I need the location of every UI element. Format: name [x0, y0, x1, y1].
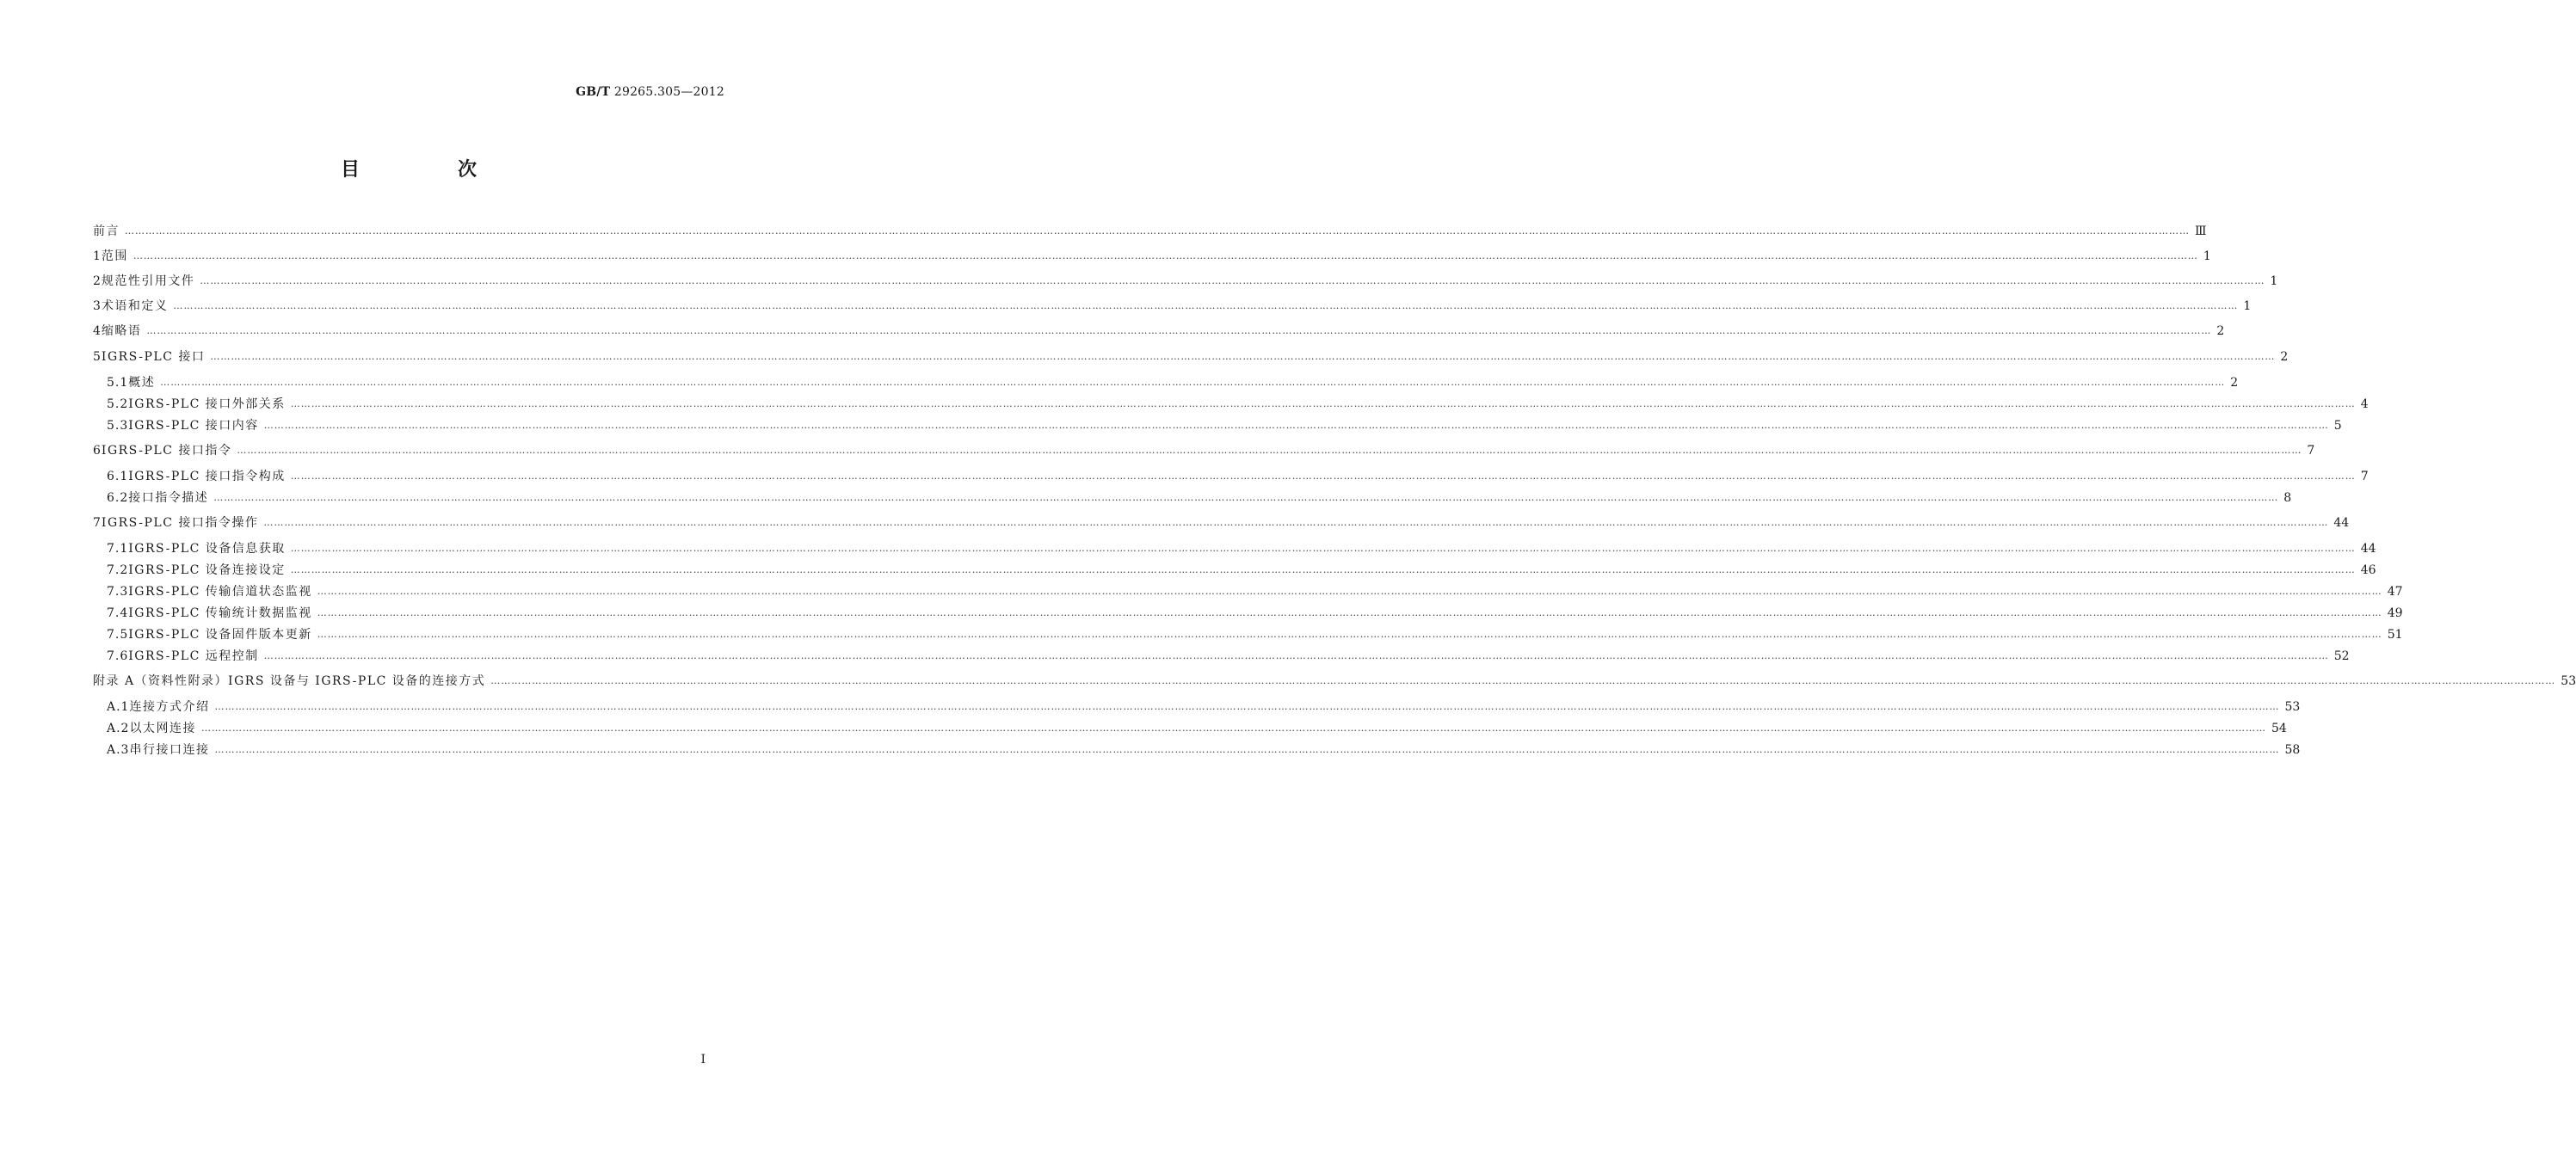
toc-entry[interactable]	[107, 539, 2376, 558]
toc-entry-title: 术语和定义	[101, 299, 169, 313]
toc-entry-page: 44	[2360, 542, 2376, 556]
toc-leader-dots: ……………………………………………………………………………………………………………………………………………………………………………………………………………………………………………………………………………………………………………………………………………………………………………………………………………………………………………………………………………………………………………………………………………………	[146, 325, 2212, 336]
toc-entry-page: 2	[2230, 376, 2239, 390]
toc-entry[interactable]	[93, 297, 2252, 316]
toc-entry-number: 7.2	[107, 563, 129, 577]
toc-entry-title: 串行接口连接	[129, 743, 210, 757]
toc-entry-number: 7.3	[107, 585, 129, 599]
toc-entry[interactable]	[107, 719, 2287, 738]
toc-entry-page: 8	[2283, 491, 2292, 505]
toc-leader-dots: ……………………………………………………………………………………………………………………………………………………………………………………………………………………………………………………………………………………………………………………………………………………………………………………………………………………………………………………………………………………………………………………………………………………	[210, 351, 2276, 362]
toc-entry[interactable]	[93, 347, 2289, 366]
toc-entry-number: 7	[93, 516, 102, 530]
toc-leader-dots: ……………………………………………………………………………………………………………………………………………………………………………………………………………………………………………………………………………………………………………………………………………………………………………………………………………………………………………………………………………………………………………………………………………………	[214, 701, 2280, 712]
page-title: 目 次	[340, 159, 516, 181]
toc-leader-dots: ……………………………………………………………………………………………………………………………………………………………………………………………………………………………………………………………………………………………………………………………………………………………………………………………………………………………………………………………………………………………………………………………………………………	[490, 675, 2556, 686]
toc-entry-page: 58	[2284, 743, 2301, 757]
toc-entry-number: 4	[93, 324, 102, 338]
toc-entry-number: 6.1	[107, 470, 129, 483]
toc-entry-page: 54	[2271, 722, 2287, 735]
toc-entry-title: 接口指令描述	[128, 491, 209, 505]
toc-entry-page: 1	[2243, 299, 2252, 313]
toc-entry-title: IGRS-PLC 设备固件版本更新	[128, 628, 312, 642]
toc-entry-number: 5.1	[107, 376, 129, 390]
toc-leader-dots: ……………………………………………………………………………………………………………………………………………………………………………………………………………………………………………………………………………………………………………………………………………………………………………………………………………………………………………………………………………………………………………………………………………………	[160, 377, 2226, 388]
toc-entry[interactable]	[107, 489, 2292, 507]
toc-entry-title: 前言	[93, 224, 120, 238]
toc-entry-title: 范围	[101, 249, 128, 263]
toc-entry-page: 44	[2333, 516, 2350, 530]
toc-leader-dots: ……………………………………………………………………………………………………………………………………………………………………………………………………………………………………………………………………………………………………………………………………………………………………………………………………………………………………………………………………………………………………………………………………………………	[125, 225, 2190, 237]
toc-leader-dots: ……………………………………………………………………………………………………………………………………………………………………………………………………………………………………………………………………………………………………………………………………………………………………………………………………………………………………………………………………………………………………………………………………………………	[263, 650, 2329, 661]
toc-entry-page: 47	[2387, 585, 2403, 599]
toc-leader-dots: ……………………………………………………………………………………………………………………………………………………………………………………………………………………………………………………………………………………………………………………………………………………………………………………………………………………………………………………………………………………………………………………………………………………	[290, 398, 2356, 409]
toc-entry-title: IGRS-PLC 接口内容	[128, 419, 259, 433]
toc-entry-page: 2	[2280, 350, 2289, 364]
toc-leader-dots: ……………………………………………………………………………………………………………………………………………………………………………………………………………………………………………………………………………………………………………………………………………………………………………………………………………………………………………………………………………………………………………………………………………………	[290, 564, 2356, 575]
toc-entry[interactable]	[107, 416, 2342, 435]
toc-leader-dots: ……………………………………………………………………………………………………………………………………………………………………………………………………………………………………………………………………………………………………………………………………………………………………………………………………………………………………………………………………………………………………………………………………………………	[290, 470, 2356, 482]
toc-entry-title: 规范性引用文件	[101, 274, 195, 288]
toc-entry-number: A.1	[107, 700, 130, 714]
toc-entry[interactable]	[93, 322, 2225, 341]
toc-leader-dots: ……………………………………………………………………………………………………………………………………………………………………………………………………………………………………………………………………………………………………………………………………………………………………………………………………………………………………………………………………………………………………………………………………………………	[237, 445, 2302, 456]
toc-entry[interactable]	[93, 672, 2576, 691]
toc-entry-number: 7.5	[107, 628, 129, 642]
toc-entry-title: IGRS-PLC 传输统计数据监视	[128, 606, 312, 620]
toc-entry-title: IGRS-PLC 设备连接设定	[128, 563, 286, 577]
toc-entry-page: 1	[2270, 274, 2278, 288]
toc-entry[interactable]	[93, 513, 2350, 532]
toc-entry-page: 46	[2360, 563, 2376, 577]
toc-leader-dots: ……………………………………………………………………………………………………………………………………………………………………………………………………………………………………………………………………………………………………………………………………………………………………………………………………………………………………………………………………………………………………………………………………………………	[317, 607, 2382, 618]
toc-entry-title: IGRS-PLC 设备信息获取	[128, 542, 286, 556]
toc-leader-dots: ……………………………………………………………………………………………………………………………………………………………………………………………………………………………………………………………………………………………………………………………………………………………………………………………………………………………………………………………………………………………………………………………………………………	[132, 250, 2198, 261]
toc-entry[interactable]	[107, 467, 2369, 486]
toc-entry-number: 5	[93, 350, 102, 364]
toc-entry[interactable]	[93, 222, 2207, 241]
toc-entry-number: 7.1	[107, 542, 129, 556]
toc-leader-dots: ……………………………………………………………………………………………………………………………………………………………………………………………………………………………………………………………………………………………………………………………………………………………………………………………………………………………………………………………………………………………………………………………………………………	[317, 586, 2382, 597]
toc-entry-number: 2	[93, 274, 102, 288]
toc-entry-title: IGRS-PLC 接口指令	[101, 444, 232, 458]
toc-entry-number: A.3	[107, 743, 130, 757]
toc-entry[interactable]	[93, 247, 2211, 266]
toc-entry-number: 6	[93, 444, 102, 458]
toc-entry-title: 概述	[128, 376, 156, 390]
toc-entry-number: 6.2	[107, 491, 129, 505]
toc-entry-number: 1	[93, 249, 102, 263]
toc-leader-dots: ……………………………………………………………………………………………………………………………………………………………………………………………………………………………………………………………………………………………………………………………………………………………………………………………………………………………………………………………………………………………………………………………………………………	[173, 300, 2239, 311]
toc-leader-dots: ……………………………………………………………………………………………………………………………………………………………………………………………………………………………………………………………………………………………………………………………………………………………………………………………………………………………………………………………………………………………………………………………………………………	[200, 722, 2266, 734]
toc-entry[interactable]	[107, 561, 2376, 580]
standard-code: GB/T 29265.305—2012	[576, 85, 724, 99]
toc-entry-title: 缩略语	[101, 324, 142, 338]
toc-entry[interactable]	[107, 625, 2403, 644]
toc-entry-page: 7	[2360, 470, 2369, 483]
toc-entry-page: 53	[2284, 700, 2301, 714]
toc-entry-page: 49	[2387, 606, 2403, 620]
toc-leader-dots: ……………………………………………………………………………………………………………………………………………………………………………………………………………………………………………………………………………………………………………………………………………………………………………………………………………………………………………………………………………………………………………………………………………………	[263, 420, 2329, 431]
toc-entry-title: IGRS-PLC 远程控制	[128, 649, 259, 663]
toc-entry-title: 连接方式介绍	[129, 700, 210, 714]
toc-entry-title: IGRS-PLC 接口指令构成	[128, 470, 286, 483]
toc-entry[interactable]	[93, 272, 2278, 291]
toc-leader-dots: ……………………………………………………………………………………………………………………………………………………………………………………………………………………………………………………………………………………………………………………………………………………………………………………………………………………………………………………………………………………………………………………………………………………	[263, 517, 2329, 528]
toc-entry-page: 7	[2307, 444, 2315, 458]
toc-entry-page: Ⅲ	[2195, 224, 2207, 238]
toc-entry-page: 1	[2203, 249, 2211, 263]
toc-leader-dots: ……………………………………………………………………………………………………………………………………………………………………………………………………………………………………………………………………………………………………………………………………………………………………………………………………………………………………………………………………………………………………………………………………………………	[290, 543, 2356, 554]
toc-entry[interactable]	[107, 582, 2403, 601]
toc-entry[interactable]	[107, 647, 2350, 666]
toc-entry-title: IGRS-PLC 接口	[101, 350, 206, 364]
toc-entry[interactable]	[107, 604, 2403, 623]
toc-entry-page: 4	[2360, 397, 2369, 411]
toc-entry-title: IGRS-PLC 传输信道状态监视	[128, 585, 312, 599]
toc-entry[interactable]	[107, 373, 2239, 392]
toc-leader-dots: ……………………………………………………………………………………………………………………………………………………………………………………………………………………………………………………………………………………………………………………………………………………………………………………………………………………………………………………………………………………………………………………………………………………	[213, 492, 2279, 503]
toc-entry-page: 52	[2333, 649, 2350, 663]
toc-entry-page: 53	[2561, 674, 2576, 688]
toc-leader-dots: ……………………………………………………………………………………………………………………………………………………………………………………………………………………………………………………………………………………………………………………………………………………………………………………………………………………………………………………………………………………………………………………………………………………	[200, 275, 2265, 286]
toc-leader-dots: ……………………………………………………………………………………………………………………………………………………………………………………………………………………………………………………………………………………………………………………………………………………………………………………………………………………………………………………………………………………………………………………………………………………	[317, 629, 2382, 640]
toc-entry-page: 2	[2216, 324, 2225, 338]
toc-entry-number: A.2	[107, 722, 130, 735]
toc-entry-number: 7.6	[107, 649, 129, 663]
toc-entry[interactable]	[107, 395, 2369, 414]
toc-entry[interactable]	[93, 441, 2315, 460]
toc-entry-page: 5	[2333, 419, 2342, 433]
toc-entry-title: IGRS-PLC 接口指令操作	[101, 516, 259, 530]
toc-entry-title: 附录 A（资料性附录）IGRS 设备与 IGRS-PLC 设备的连接方式	[93, 674, 486, 688]
toc-entry-number: 3	[93, 299, 102, 313]
toc-entry-title: IGRS-PLC 接口外部关系	[128, 397, 286, 411]
toc-entry[interactable]	[107, 698, 2301, 716]
toc-entry-title: 以太网连接	[129, 722, 196, 735]
toc-entry-number: 5.3	[107, 419, 129, 433]
toc-entry-page: 51	[2387, 628, 2403, 642]
page-number: Ⅰ	[700, 1053, 706, 1067]
toc-entry-number: 7.4	[107, 606, 129, 620]
toc-leader-dots: ……………………………………………………………………………………………………………………………………………………………………………………………………………………………………………………………………………………………………………………………………………………………………………………………………………………………………………………………………………………………………………………………………………………	[214, 744, 2280, 755]
toc-entry-number: 5.2	[107, 397, 129, 411]
toc-entry[interactable]	[107, 741, 2301, 759]
